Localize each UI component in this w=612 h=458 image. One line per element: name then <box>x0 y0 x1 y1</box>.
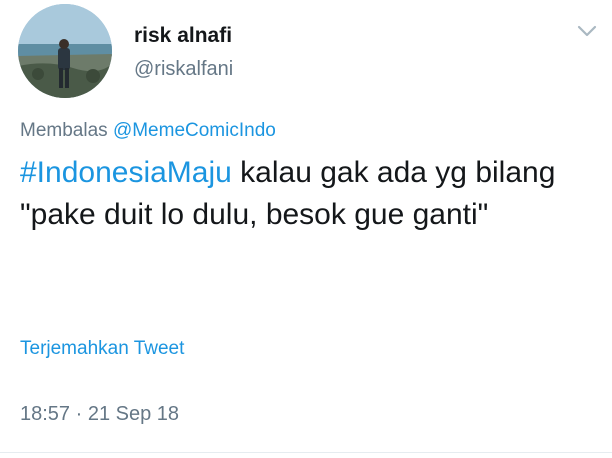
display-name[interactable]: risk alnafi <box>134 24 233 47</box>
avatar-photo <box>18 4 112 98</box>
reply-prefix: Membalas <box>20 120 108 141</box>
user-handle[interactable]: @riskalfani <box>134 58 234 80</box>
reply-mention-link[interactable]: @MemeComicIndo <box>112 120 276 141</box>
avatar[interactable] <box>18 4 112 98</box>
tweet-timestamp[interactable]: 18:57 · 21 Sep 18 <box>20 403 180 425</box>
chevron-down-icon[interactable] <box>576 22 598 40</box>
tweet-body: kalau gak ada yg bilang "pake duit lo dulu, besok gue ganti" <box>20 156 556 231</box>
translate-tweet-link[interactable]: Terjemahkan Tweet <box>20 338 185 359</box>
hashtag-link[interactable]: #IndonesiaMaju <box>20 156 232 189</box>
reply-context <box>20 120 276 142</box>
tweet-text <box>20 152 590 236</box>
divider <box>0 452 612 453</box>
